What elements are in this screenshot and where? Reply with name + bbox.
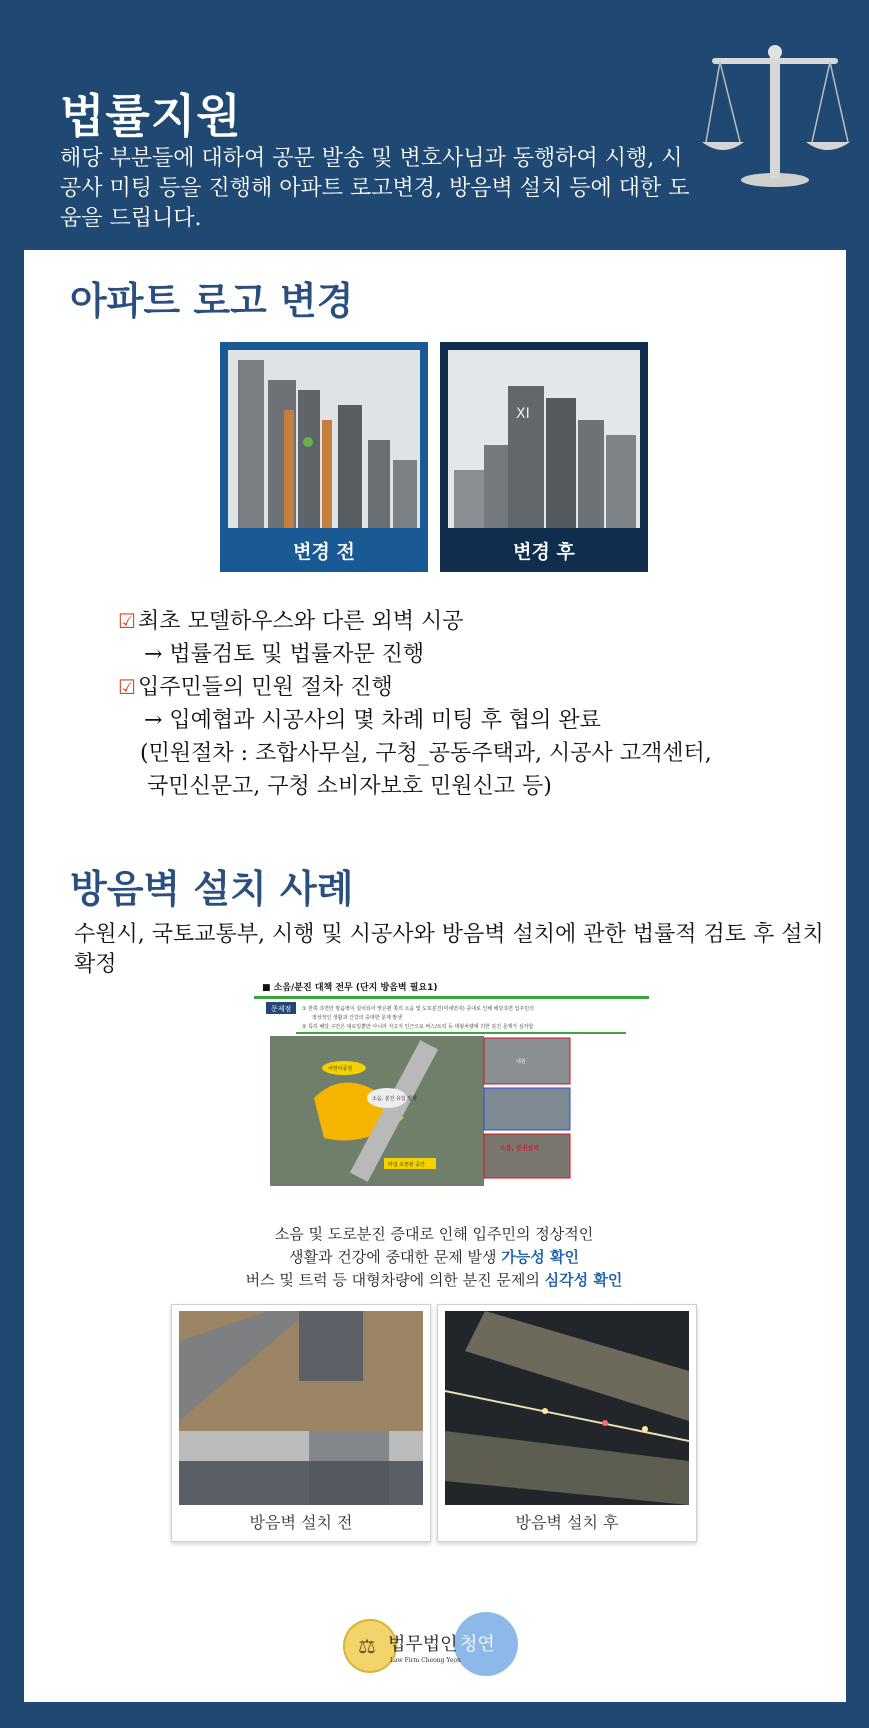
firm-name: 법무법인 <box>388 1634 458 1655</box>
wall-after-caption: 방음벽 설치 후 <box>515 1513 619 1532</box>
wall-before-caption: 방음벽 설치 전 <box>249 1513 353 1532</box>
logo-section-title: 아파트 로고 변경 <box>70 279 354 323</box>
logo-change-list <box>118 605 712 803</box>
doc-tag: 문제점 <box>271 1005 292 1013</box>
apartment-before-image <box>228 350 420 528</box>
before-caption: 변경 전 <box>293 541 355 563</box>
photo-label-dust: 소음, 분진심각 <box>500 1145 540 1152</box>
map-label-noise: 소음, 분진 유입 방향 <box>372 1096 417 1102</box>
list-item: (민원절차 : 조합사무실, 구청_공동주택과, 시공사 고객센터, <box>140 741 712 766</box>
doc-title: ■ 소음/분진 대책 전무 (단지 방음벽 필요1) <box>262 983 438 993</box>
photo-before-logo <box>220 342 428 572</box>
aerial-map <box>270 1036 484 1186</box>
header-description: 해당 부분들에 대하여 공문 발송 및 변호사님과 동행하여 시행, 시공사 미팅 등을 진행해 아파트 로고변경, 방음벽 설치 등에 대한 도움을 드립니다. <box>60 146 690 231</box>
doc-line3: ② 특히 해당 구간은 대로일뿐만 아니라 자고지 인근으로 버스/트럭 등 대형차량에 의한 분진 문제가 심각함 <box>302 1024 534 1030</box>
list-item: → 입예협과 시공사의 몇 차례 미팅 후 협의 완료 <box>144 708 601 733</box>
list-item: 국민신문고, 구청 소비자보호 민원신고 등) <box>140 774 552 799</box>
wall-section-intro: 수원시, 국토교통부, 시행 및 시공사와 방음벽 설치에 관한 법률적 검토 후 설치 확정 <box>74 922 824 977</box>
page-title: 법률지원 <box>60 89 242 143</box>
after-caption: 변경 후 <box>513 541 575 563</box>
firm-name-en: Law Firm Cheong Yeon <box>390 1657 461 1664</box>
highlight-severity: 심각성 확인 <box>544 1271 623 1289</box>
highlight-possibility: 가능성 확인 <box>501 1248 579 1266</box>
photo-wall-after <box>437 1304 697 1542</box>
list-item: ☑입주민들의 민원 절차 진행 <box>118 671 712 704</box>
wall-after-image <box>445 1311 689 1505</box>
wall-before-image <box>179 1311 423 1505</box>
firm-logo <box>342 1610 522 1680</box>
map-label-tunnel: 터널 오픈된 공간 <box>388 1162 425 1168</box>
content-card <box>24 250 846 1702</box>
wall-section-title: 방음벽 설치 사례 <box>70 867 354 911</box>
svg-text:⚖: ⚖ <box>358 1634 376 1658</box>
apartment-after-image <box>448 350 640 528</box>
list-item: → 법률검토 및 법률자문 진행 <box>144 642 425 667</box>
map-label-park: 어린이공원 <box>328 1066 353 1072</box>
list-item: ☑최초 모델하우스와 다른 외벽 시공 <box>118 605 712 638</box>
noise-report-figure <box>254 978 649 1208</box>
checkbox-icon: ☑ <box>118 609 136 633</box>
checkbox-icon: ☑ <box>118 675 136 699</box>
svg-text:XI: XI <box>516 406 530 422</box>
photo-wall-before <box>171 1304 431 1542</box>
photo-after-logo <box>440 342 648 572</box>
doc-line1: ① 한쪽 측면만 방음벽이 설치되어 맞은편 쪽의 소음 및 도로분진(미세먼지) 증대로 인해 해당측면 입주민의 <box>302 1006 534 1012</box>
report-caption: 소음 및 도로분진 증대로 인해 입주민의 정상적인 생활과 건강에 중대한 문제 발생 가능성 확인 버스 및 트럭 등 대형차량에 의한 분진 문제의 심각성 확인 <box>245 1225 623 1289</box>
doc-line2: 정상적인 생활과 건강의 중대한 문제 발생 <box>312 1015 403 1021</box>
scales-of-justice-icon <box>700 30 850 190</box>
photo-label-inner: 내원 <box>516 1059 526 1065</box>
firm-name-sub: 청연 <box>460 1634 495 1655</box>
